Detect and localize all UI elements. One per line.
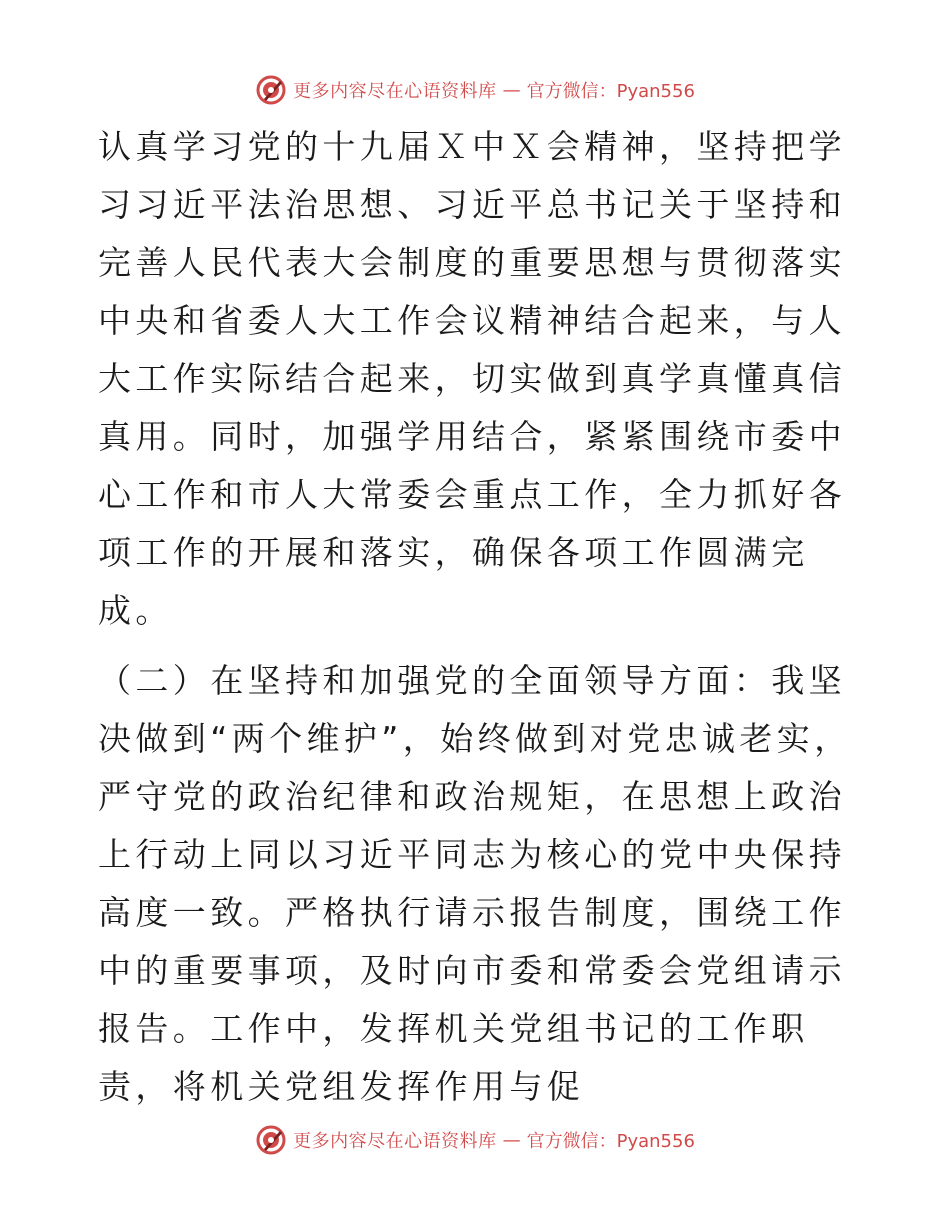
watermark-separator: —: [502, 79, 521, 101]
watermark-text: 更多内容尽在心语资料库: [293, 81, 497, 102]
watermark-wechat: 官方微信：Pyan556: [526, 1131, 695, 1152]
quill-seal-icon: [255, 74, 287, 106]
footer-watermark: [0, 1120, 950, 1160]
header-watermark: [0, 70, 950, 110]
document-body: [98, 118, 858, 1116]
watermark-separator: —: [502, 1129, 521, 1151]
watermark-text: 更多内容尽在心语资料库: [293, 1131, 497, 1152]
watermark-wechat: 官方微信：Pyan556: [526, 81, 695, 102]
quill-seal-icon: [255, 1124, 287, 1156]
paragraph: （二）在坚持和加强党的全面领导方面：我坚决做到“两个维护”，始终做到对党忠诚老实，严守党的政治纪律和政治规矩，在思想上政治上行动上同以习近平同志为核心的党中央保持高度一致。严格执行请示报告制度，围绕工作中的重要事项，及时向市委和常委会党组请示报告。工作中，发挥机关党组书记的工作职责，将机关党组发挥作用与促: [98, 661, 852, 1106]
paragraph: 认真学习党的十九届Ｘ中Ｘ会精神，坚持把学习习近平法治思想、习近平总书记关于坚持和完善人民代表大会制度的重要思想与贯彻落实中央和省委人大工作会议精神结合起来，与人大工作实际结合起来，切实做到真学真懂真信真用。同时，加强学用结合，紧紧围绕市委中心工作和市人大常委会重点工作，全力抓好各项工作的开展和落实，确保各项工作圆满完成。: [98, 127, 846, 630]
